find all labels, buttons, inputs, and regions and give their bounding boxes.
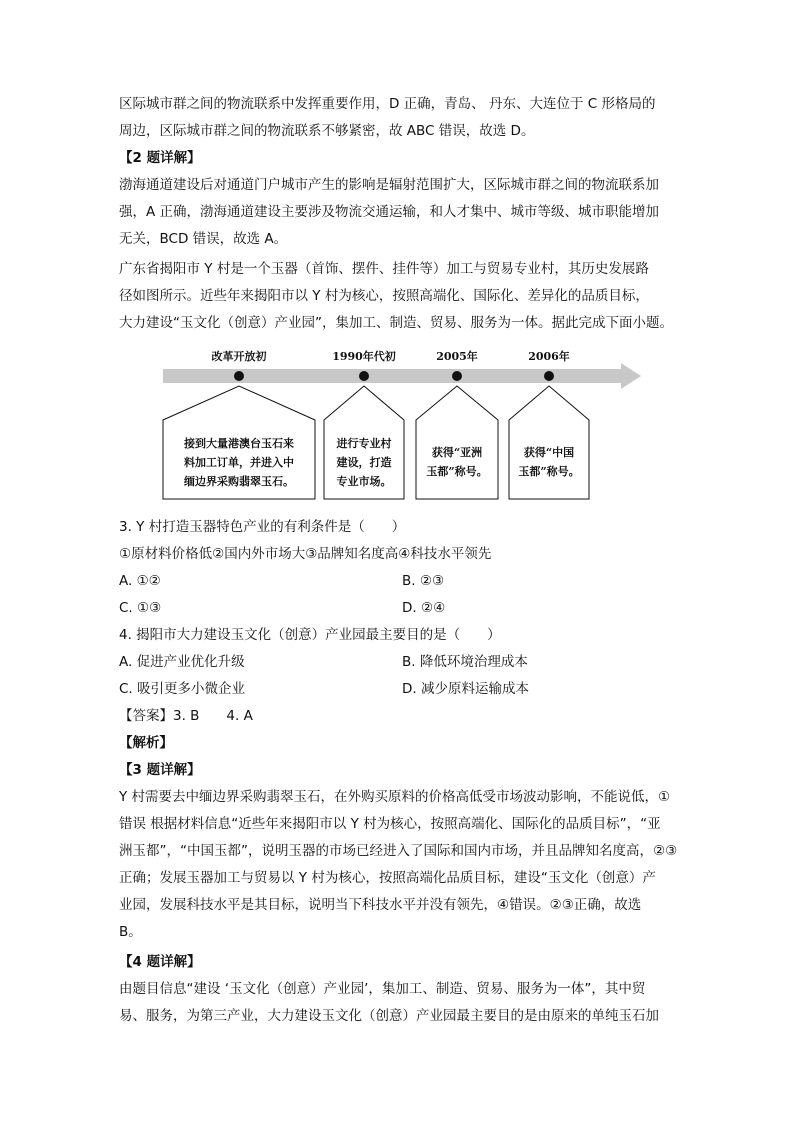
option-d: D. ②④ [402,600,446,616]
timeline-diagram [0,0,794,520]
text-line: 广东省揭阳市 Y 村是一个玉器（首饰、摆件、挂件等）加工与贸易专业村，其历史发展路 [119,261,649,277]
stage-box [416,386,498,499]
timeline-dot [452,371,462,381]
text-line: 易、服务，为第三产业，大力建设玉文化（创意）产业园最主要目的是由原来的单纯玉石加 [119,1008,659,1024]
question-stem: 4. 揭阳市大力建设玉文化（创意）产业园最主要目的是（ ） [119,627,501,643]
text-line: 业园，发展科技水平是其目标，说明当下科技水平并没有领先，④错误。②③正确，故选 [119,897,642,913]
stage-box-text: 玉都”称号。 [518,465,580,478]
timeline-dot [544,371,554,381]
stage-box-text: 获得“中国 [523,446,575,459]
timeline-dot [359,371,369,381]
stage-box-text: 专业市场。 [336,475,392,488]
question-items: ①原材料价格低②国内外市场大③品牌知名度高④科技水平领先 [119,546,492,562]
text-line: 强，A 正确，渤海通道建设主要涉及物流交通运输，和人才集中、城市等级、城市职能增加 [119,204,660,220]
stage-box-text: 料加工订单，并进入中 [184,456,294,469]
stage-box-text: 建设，打造 [336,456,392,469]
option-c: C. 吸引更多小微企业 [119,681,246,697]
text-line: B。 [119,924,142,940]
section-heading: 【2 题详解】 [119,150,201,166]
text-line: 大力建设“玉文化（创意）产业园”，集加工、制造、贸易、服务为一体。据此完成下面小题。 [119,315,673,331]
stage-box [509,386,589,499]
text-line: 周边，区际城市群之间的物流联系不够紧密，故 ABC 错误，故选 D。 [119,123,535,139]
timeline-label: 1990年代初 [332,350,396,363]
section-heading: 【4 题详解】 [119,954,201,970]
timeline-label: 2006年 [528,350,570,363]
option-a: A. 促进产业优化升级 [119,654,245,670]
option-a: A. ①② [119,573,161,589]
text-line: 错误 根据材料信息“近些年来揭阳市以 Y 村为核心，按照高端化、国际化的品质目标”，“亚 [119,816,661,832]
stage-box-text: 获得“亚洲 [431,446,483,459]
text-line: 区际城市群之间的物流联系中发挥重要作用，D 正确，青岛、 丹东、大连位于 C 形格局的 [119,96,656,112]
stage-box-text: 缅边界采购翡翠玉石。 [184,475,294,488]
stage-box-text: 进行专业村 [336,437,392,450]
stage-box-text: 玉都”称号。 [426,465,488,478]
timeline-dot [234,371,244,381]
option-d: D. 减少原料运输成本 [402,681,529,697]
analysis-heading: 【解析】 [119,735,173,751]
text-line: 正确；发展玉器加工与贸易以 Y 村为核心，按照高端化品质目标，建设“玉文化（创意）产 [119,870,656,886]
question-stem: 3. Y 村打造玉器特色产业的有利条件是（ ） [119,519,406,535]
text-line: 由题目信息“建设 ‘玉文化（创意）产业园’，集加工、制造、贸易、服务为一体”，其中贸 [119,981,646,997]
option-c: C. ①③ [119,600,162,616]
option-b: B. 降低环境治理成本 [402,654,528,670]
timeline-label: 改革开放初 [211,350,267,363]
text-line: Y 村需要去中缅边界采购翡翠玉石，在外购买原料的价格高低受市场波动影响，不能说低，① [119,789,671,805]
text-line: 无关，BCD 错误，故选 A。 [119,231,288,247]
text-line: 径如图所示。近些年来揭阳市以 Y 村为核心，按照高端化、国际化、差异化的品质目标， [119,288,649,304]
text-line: 洲玉都”，“中国玉都”，说明玉器的市场已经进入了国际和国内市场，并且品牌知名度高，②③ [119,843,678,859]
timeline-label: 2005年 [436,350,478,363]
stage-box-text: 接到大量港澳台玉石来 [184,437,294,450]
section-heading: 【3 题详解】 [119,762,201,778]
option-b: B. ②③ [402,573,445,589]
answer-line: 【答案】3. B 4. A [119,708,253,724]
text-line: 渤海通道建设后对通道门户城市产生的影响是辐射范围扩大，区际城市群之间的物流联系加 [119,177,659,193]
